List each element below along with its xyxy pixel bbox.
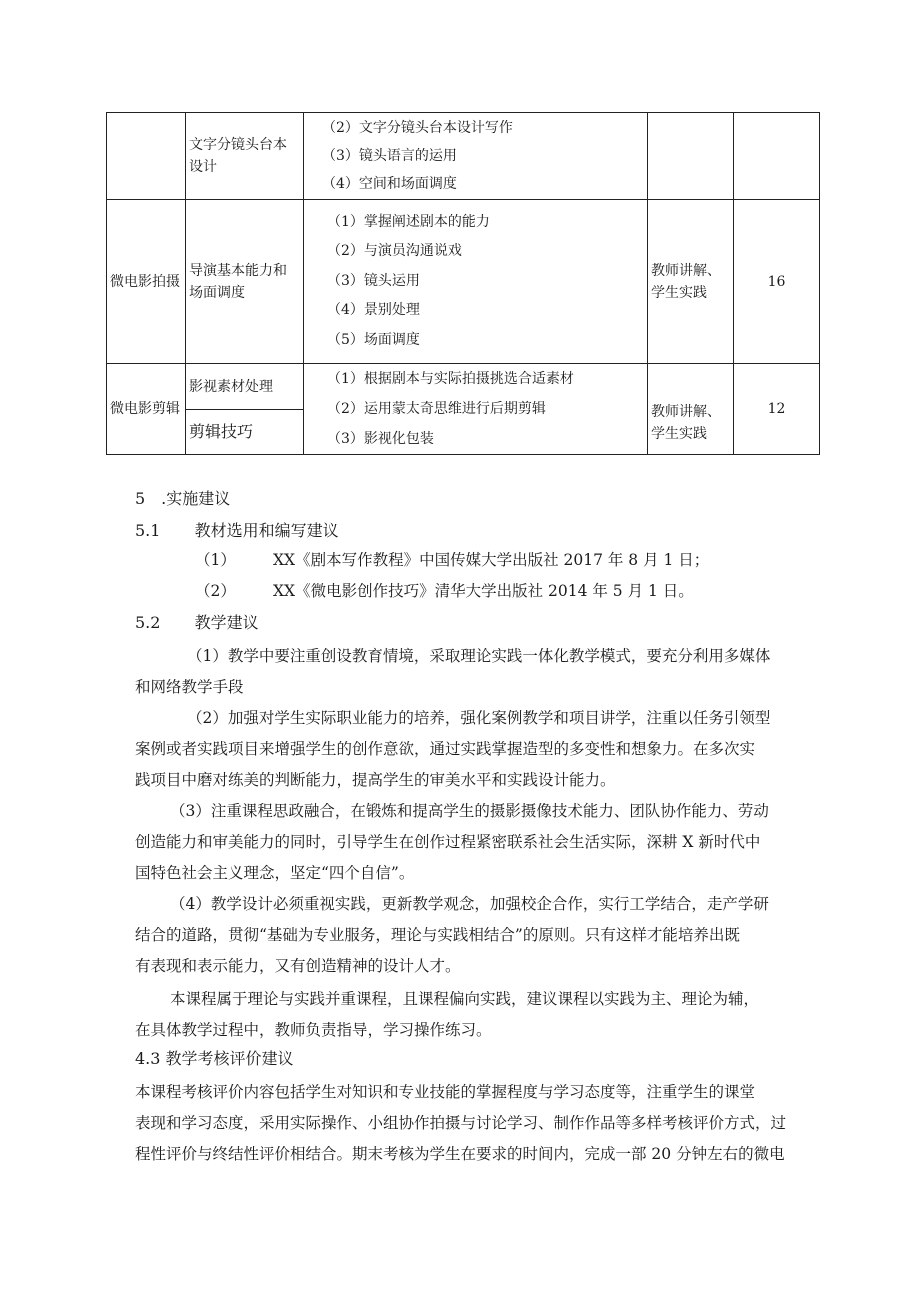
subsection-number: 5.2 (135, 613, 161, 632)
hours-cell (734, 113, 820, 200)
module-cell (107, 364, 186, 455)
paragraph-line: （2）加强对学生实际职业能力的培养，强化案例教学和项目讲学，注重以任务引领型 (187, 709, 771, 727)
method-cell (648, 200, 734, 364)
paragraph-line: 国特色社会主义理念，坚定“四个自信”。 (135, 864, 415, 882)
topic-line: 剪辑技巧 (189, 422, 254, 441)
hours-cell (734, 200, 820, 364)
paragraph-line: 本课程属于理论与实践并重课程，且课程偏向实践，建议课程以实践为主、理论为辅， (170, 990, 760, 1008)
hours-value: 16 (767, 273, 786, 290)
method-cell (648, 113, 734, 200)
book-number: （2） (195, 582, 236, 600)
content-item: （3）影视化包装 (327, 431, 434, 447)
content-cell (304, 113, 648, 200)
book-number: （1） (195, 551, 236, 569)
hours-value: 12 (767, 401, 786, 417)
content-item: （3）镜头语言的运用 (322, 148, 457, 164)
method-line: 教师讲解、 (651, 262, 721, 279)
topic-cell (186, 113, 304, 200)
book-text: XX《微电影创作技巧》清华大学出版社 2014 年 5 月 1 日。 (273, 582, 694, 600)
subsection-heading (135, 610, 259, 633)
content-item: （2）与演员沟通说戏 (327, 243, 462, 260)
paragraph-line: （3）注重课程思政融合，在锻炼和提高学生的摄影摄像技术能力、团队协作能力、劳动 (170, 802, 769, 820)
topic-cell (186, 410, 304, 455)
topic-line: 影视素材处理 (189, 378, 273, 395)
paragraph-line: （1）教学中要注重创设教育情境，采取理论实践一体化教学模式，要充分利用多媒体 (187, 647, 771, 665)
paragraph-line: 践项目中磨对练美的判断能力，提高学生的审美水平和实践设计能力。 (135, 771, 616, 789)
module-cell (107, 113, 186, 200)
subsection-title: 教材选用和编写建议 (194, 521, 339, 540)
paragraph-line: 程性评价与终结性评价相结合。期末考核为学生在要求的时间内，完成一部 20 分钟左右的微电 (135, 1145, 785, 1163)
book-item (195, 548, 236, 570)
content-item: （5）场面调度 (327, 331, 420, 348)
topic-line: 场面调度 (189, 284, 245, 301)
module-cell (107, 200, 186, 364)
topic-line: 设计 (189, 159, 217, 175)
content-cell (304, 200, 648, 364)
paragraph-line: 表现和学习态度，采用实际操作、小组协作拍摄与讨论学习、制作作品等多样考核评价方式，过 (135, 1114, 787, 1132)
table-row (107, 200, 820, 364)
paragraph-line: 有表现和表示能力，又有创造精神的设计人才。 (135, 957, 461, 975)
paragraph-line: 本课程考核评价内容包括学生对知识和专业技能的掌握程度与学习态度等，注重学生的课堂 (135, 1083, 756, 1101)
method-line: 教师讲解、 (651, 404, 721, 420)
subsection-heading: 4.3 教学考核评价建议 (135, 1049, 294, 1068)
subsection-title: 教学建议 (194, 613, 259, 632)
module-label: 微电影剪辑 (110, 401, 180, 417)
book-item (195, 579, 236, 601)
topic-line: 文字分镜头台本 (189, 137, 287, 153)
subsection-number: 5.1 (135, 521, 161, 540)
content-item: （3）镜头运用 (327, 272, 420, 289)
method-cell (648, 364, 734, 455)
paragraph-line: 结合的道路，贯彻“基础为专业服务，理论与实践相结合”的原则。只有这样才能培养出既 (135, 926, 740, 944)
table-row (107, 364, 820, 410)
book-text: XX《剧本写作教程》中国传媒大学出版社 2017 年 8 月 1 日； (273, 551, 710, 569)
content-item: （1）根据剧本与实际拍摄挑选合适素材 (327, 371, 574, 387)
content-item: （2）文字分镜头台本设计写作 (322, 120, 513, 136)
module-label: 微电影拍摄 (110, 273, 180, 290)
paragraph-line: 案例或者实践项目来增强学生的创作意欲，通过实践掌握造型的多变性和想象力。在多次实 (135, 740, 756, 758)
paragraph-line: 创造能力和审美能力的同时，引导学生在创作过程紧密联系社会生活实际，深耕 X 新时代中 (135, 833, 761, 851)
course-table (106, 112, 820, 455)
paragraph-line: （4）教学设计必须重视实践，更新教学观念，加强校企合作，实行工学结合，走产学研 (170, 895, 769, 913)
subsection-heading (135, 518, 339, 541)
section-heading: 5 .实施建议 (135, 489, 231, 508)
paragraph-line: 在具体教学过程中，教师负责指导，学习操作练习。 (135, 1021, 492, 1039)
content-item: （1）掌握阐述剧本的能力 (327, 213, 490, 230)
content-cell (304, 364, 648, 455)
content-item: （4）景别处理 (327, 302, 420, 319)
table-row (107, 113, 820, 200)
method-line: 学生实践 (651, 284, 707, 301)
content-item: （4）空间和场面调度 (322, 176, 457, 192)
topic-line: 导演基本能力和 (189, 262, 287, 279)
topic-cell (186, 364, 304, 410)
topic-cell (186, 200, 304, 364)
hours-cell (734, 364, 820, 455)
method-line: 学生实践 (651, 426, 707, 442)
content-item: （2）运用蒙太奇思维进行后期剪辑 (327, 401, 546, 417)
paragraph-line: 和网络教学手段 (135, 678, 244, 696)
